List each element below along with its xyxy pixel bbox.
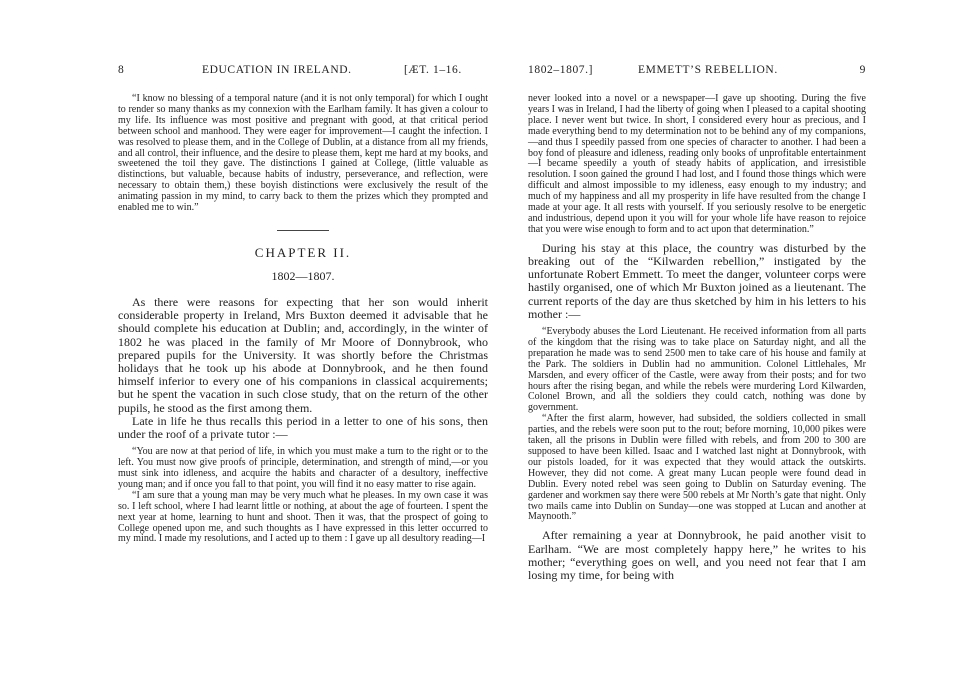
right-page-number: 9 <box>859 64 866 76</box>
right-quote-paragraph-1: “Everybody abuses the Lord Lieutenant. He received information from all parts of the kingdom that the rising was to take place on Saturday night, and all the preparation he made was to send 2500 men to take care of his house and family at the Park. The soldiers in Dublin had no ammunition. Colonel Littlehales, Mr Marsden, and every officer of the Castle, were away from their posts; and for two hours after the rising began, and while the rebels were murdering Lord Kilwarden, Colonel Brown, and all the soldiers they could catch, nothing was done by government. <box>528 326 866 414</box>
left-quote-paragraph: “I know no blessing of a temporal nature (and it is not only temporal) for which I ought to render so many thanks as my connexion with the Earlham family. It has given a colour to my life. Its influence was most positive and pregnant with good, at that critical period between school and manhood. They were eager for improvement—I caught the infection. I was resolved to please them, and in the College of Dublin, at a distance from all my friends, and all control, their influence, and the desire to please them, kept me hard at my books, and sweetened the toil they gave. The distinctions I gained at College, (little valuable as distinctions, but valuable, because habits of industry, perseverance, and reflection, were necessary to obtain them,) these boyish distinctions were exclusively the result of the animating passion in my mind, to carry back to them the prizes which they prompted and enabled me to win.” <box>118 93 488 214</box>
left-body-paragraph-2: Late in life he thus recalls this period in a letter to one of his sons, then under the roof of a private tutor :— <box>118 413 488 441</box>
left-page-number: 8 <box>118 64 125 76</box>
left-page <box>118 64 488 545</box>
left-body-paragraph-1: As there were reasons for expecting that her son would inherit considerable property in Ireland, Mrs Buxton deemed it advisable that he should complete his education at Dublin; and, accordingly, in the winter of 1802 he was placed in the family of Mr Moore of Donnybrook, who prepared pupils for the University. It was shortly before the Christmas holidays that he took up his abode at Donnybrook, and he then found himself inferior to every one of his companions in classical acquirements; but he spent the vacation in such close study, that on the return of the other pupils, he stood as the first among them. <box>118 294 488 415</box>
left-letter-paragraph-1: “You are now at that period of life, in which you must make a turn to the right or to the left. You must now give proofs of principle, determination, and strength of mind,—or you must sink into idleness, and acquire the habits and character of a desultory, ineffective young man; and if once you fall to that point, you will find it no easy matter to rise again. <box>118 446 488 490</box>
left-running-title: EDUCATION IN IRELAND. <box>202 64 352 76</box>
right-quote-paragraph-2: “After the first alarm, however, had subsided, the soldiers collected in small parties, and the rebels were soon put to the rout; before morning, 10,000 pikes were taken, all the prisons in Dublin were filled with rebels, and from 200 to 300 are supposed to have been killed. Isaac and I watched last night at Donnybrook, with our pistols loaded, for it was expected that they would attack the outskirts. However, they did not come. A great many Lucan people were found dead in Dublin. Every noted rebel was seen going to Dublin on Saturday evening. The gardener and workmen say there were 500 rebels at Mr North’s gate that night. Only two mails came into Dublin on Sunday—one was stopped at Lucan and another at Maynooth.” <box>528 413 866 523</box>
right-page <box>528 64 866 582</box>
right-running-title: EMMETT’S REBELLION. <box>638 64 778 76</box>
right-running-head <box>528 64 866 80</box>
section-rule <box>277 230 329 231</box>
chapter-title: CHAPTER II. <box>254 244 352 260</box>
right-body-paragraph-1: During his stay at this place, the country was disturbed by the breaking out of the “Kilwarden rebellion,” instigated by the unfortunate Robert Emmett. To meet the danger, volunteer corps were hastily organised, one of which Mr Buxton joined as a lieutenant. The current reports of the day are thus sketched by him in his letters to his mother :— <box>528 240 866 321</box>
left-age-marker: [ÆT. 1–16. <box>404 64 462 76</box>
right-body-paragraph-2: After remaining a year at Donnybrook, he paid another visit to Earlham. “We are most completely happy here,” he writes to his mother; “everything goes on well, and you need not fear that I am losing my time, for being with <box>528 528 866 582</box>
left-running-head <box>118 64 488 80</box>
chapter-dates: 1802—1807. <box>271 268 335 283</box>
right-continuation-paragraph: never looked into a novel or a newspaper—I gave up shooting. During the five years I was in Ireland, I had the liberty of going when I pleased to a capital shooting place. I never went but twice. In short, I considered every hour as precious, and I made everything bend to my determination not to be behind any of my companions,—and thus I speedily passed from one species of character to another. I had been a boy fond of pleasure and idleness, reading only books of unprofitable entertainment—I became speedily a youth of steady habits of application, and irresistible resolution. I soon gained the ground I had lost, and I found those things which were difficult and almost impossible to my idleness, easy enough to my industry; and much of my happiness and all my prosperity in life have resulted from the change I made at your age. It all rests with yourself. If you seriously resolve to be energetic and industrious, depend upon it you will for your whole life have reason to rejoice that you were wise enough to form and to act upon that determination.” <box>528 93 866 235</box>
left-letter-paragraph-2: “I am sure that a young man may be very much what he pleases. In my own case it was so. I left school, where I had learnt little or nothing, at about the age of fourteen. I spent the next year at home, learning to hunt and shoot. Then it was, that the prospect of going to College opened upon me, and such thoughts as I have expressed in this letter occurred to my mind. I made my resolutions, and I acted up to them : I gave up all desultory reading—I <box>118 489 488 545</box>
right-date-range: 1802–1807.] <box>528 64 594 76</box>
